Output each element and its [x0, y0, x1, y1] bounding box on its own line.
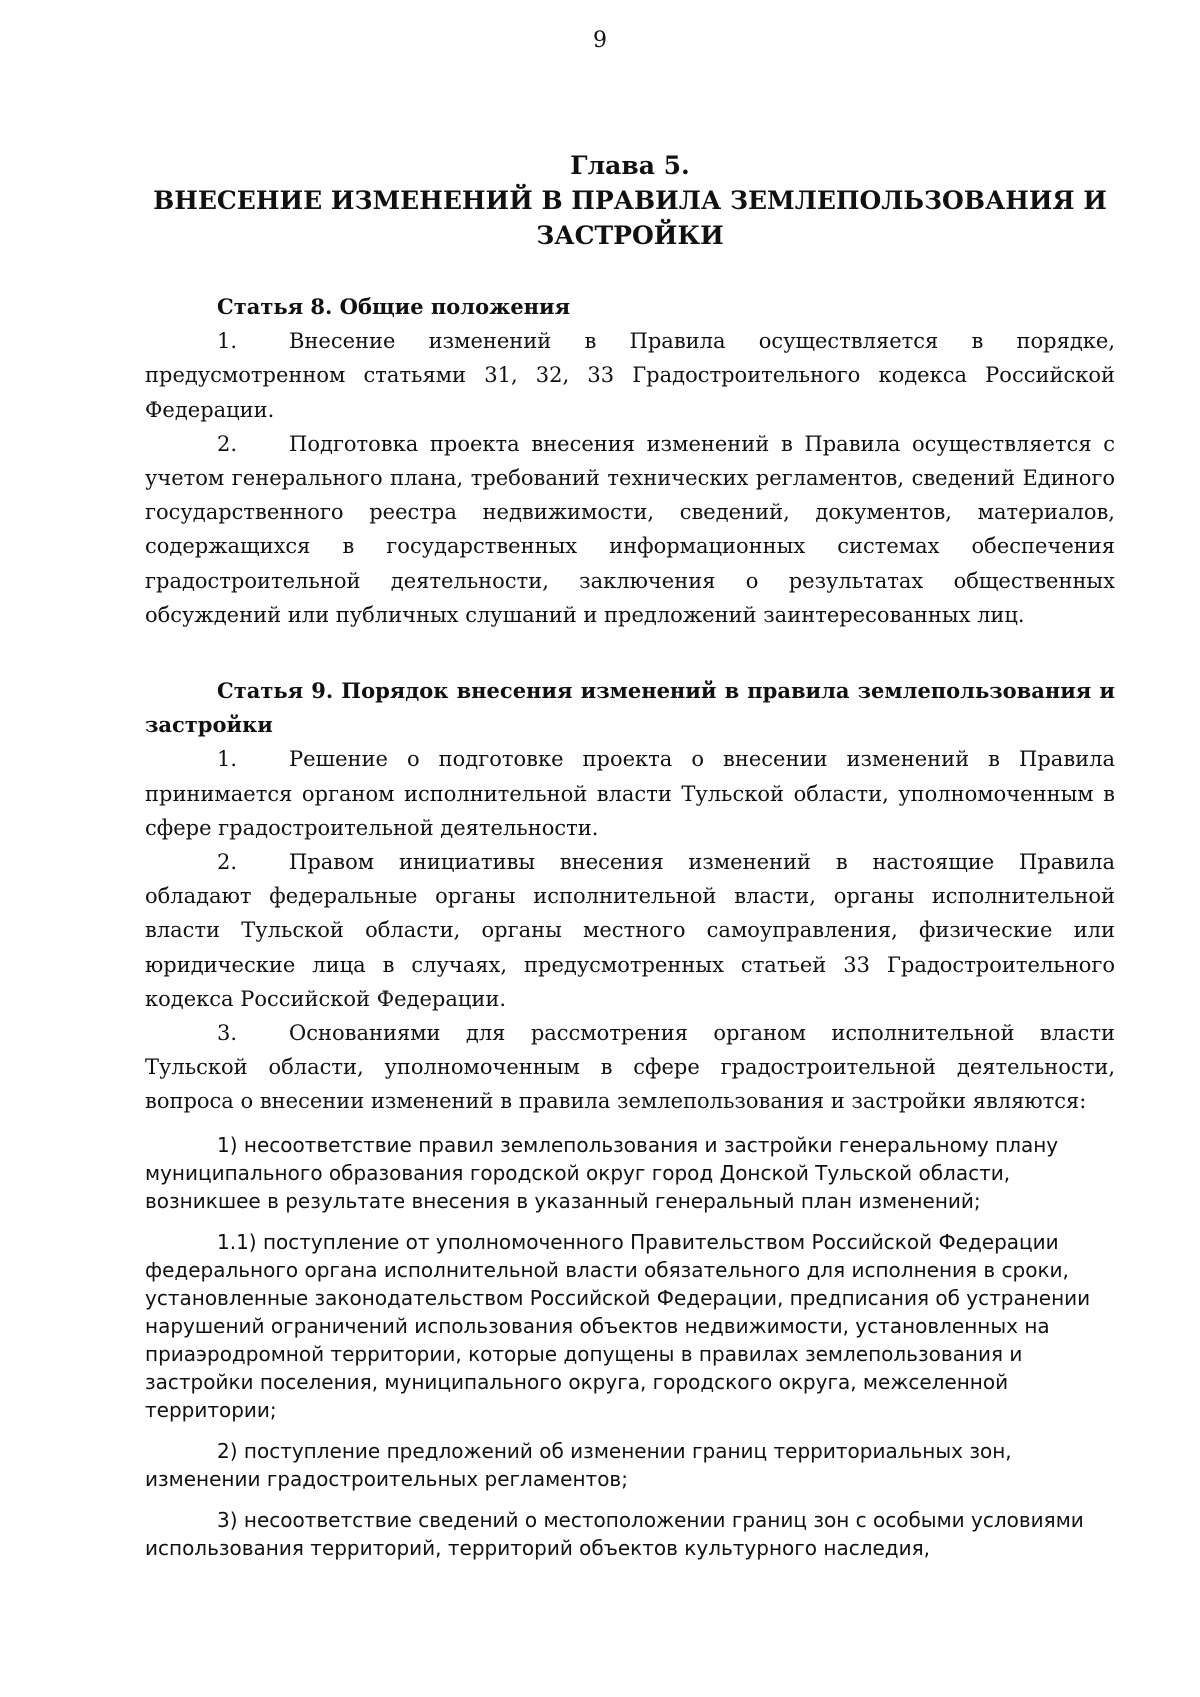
- paragraph-text: Внесение изменений в Правила осуществляется в порядке, предусмотренном статьями 31, 32, 33 Градостроительного кодекса Российской Федерации.: [145, 329, 1115, 422]
- article-8-paragraph-2: [145, 427, 1115, 632]
- paragraph-text: Основаниями для рассмотрения органом исполнительной власти Тульской области, уполномоченным в сфере градостроительной деятельности, вопроса о внесении изменений в правила землепользования и застройки являются:: [145, 1021, 1115, 1114]
- article-9-paragraph-3: [145, 1016, 1115, 1119]
- list-item: 3) несоответствие сведений о местоположении границ зон с особыми условиями использования территорий, территорий объектов культурного наследия,: [145, 1507, 1084, 1560]
- article-9-paragraph-2: [145, 845, 1115, 1016]
- chapter-title: ВНЕСЕНИЕ ИЗМЕНЕНИЙ В ПРАВИЛА ЗЕМЛЕПОЛЬЗОВАНИЯ И ЗАСТРОЙКИ: [153, 186, 1107, 250]
- article-9-paragraph-1: [145, 742, 1115, 845]
- paragraph-number: 1.: [217, 747, 238, 772]
- paragraph-text: Подготовка проекта внесения изменений в Правила осуществляется с учетом генерального плана, требований технических регламентов, сведений Единого государственного реестра недвижимости, сведений, документов, материалов, содержащихся в государственных информационных системах обеспечения градостроительной деятельности, заключения о результатах общественных обсуждений или публичных слушаний и предложений заинтересованных лиц.: [145, 431, 1115, 627]
- paragraph-number: 2.: [217, 431, 238, 456]
- list-item: 1.1) поступление от уполномоченного Правительством Российской Федерации федерального органа исполнительной власти обязательного для исполнения в сроки, установленные законодательством Российской Федерации, предписания об устранении нарушений ограничений использования объектов недвижимости, установленных на приаэродромной территории, которые допущены в правилах землепользования и застройки поселения, муниципального округа, городского округа, межселенной территории;: [145, 1229, 1091, 1422]
- paragraph-text: Решение о подготовке проекта о внесении изменений в Правила принимается органом исполнительной власти Тульской области, уполномоченным в сфере градостроительной деятельности.: [145, 747, 1115, 840]
- page-number: 9: [593, 28, 607, 53]
- chapter-heading: [145, 148, 1115, 253]
- article-9-title: Статья 9. Порядок внесения изменений в правила землепользования и застройки: [145, 678, 1115, 738]
- article-8-paragraph-1: [145, 324, 1115, 427]
- paragraph-number: 1.: [217, 329, 238, 354]
- paragraph-number: 3.: [217, 1021, 238, 1046]
- paragraph-number: 2.: [217, 850, 238, 875]
- chapter-number: Глава 5.: [570, 151, 690, 180]
- paragraph-text: Правом инициативы внесения изменений в настоящие Правила обладают федеральные органы исполнительной власти, органы исполнительной власти Тульской области, органы местного самоуправления, физические или юридические лица в случаях, предусмотренных статьей 33 Градостроительного кодекса Российской Федерации.: [145, 850, 1115, 1011]
- list-item: 1) несоответствие правил землепользования и застройки генеральному плану муниципального образования городской округ город Донской Тульской области, возникшее в результате внесения в указанный генеральный план изменений;: [145, 1132, 1059, 1213]
- grounds-list: [145, 1131, 1115, 1562]
- article-spacer: [145, 632, 1115, 674]
- list-item: 2) поступление предложений об изменении границ территориальных зон, изменении градостроительных регламентов;: [145, 1438, 1012, 1491]
- document-body: [145, 290, 1115, 1575]
- article-8-title: Статья 8. Общие положения: [217, 294, 571, 319]
